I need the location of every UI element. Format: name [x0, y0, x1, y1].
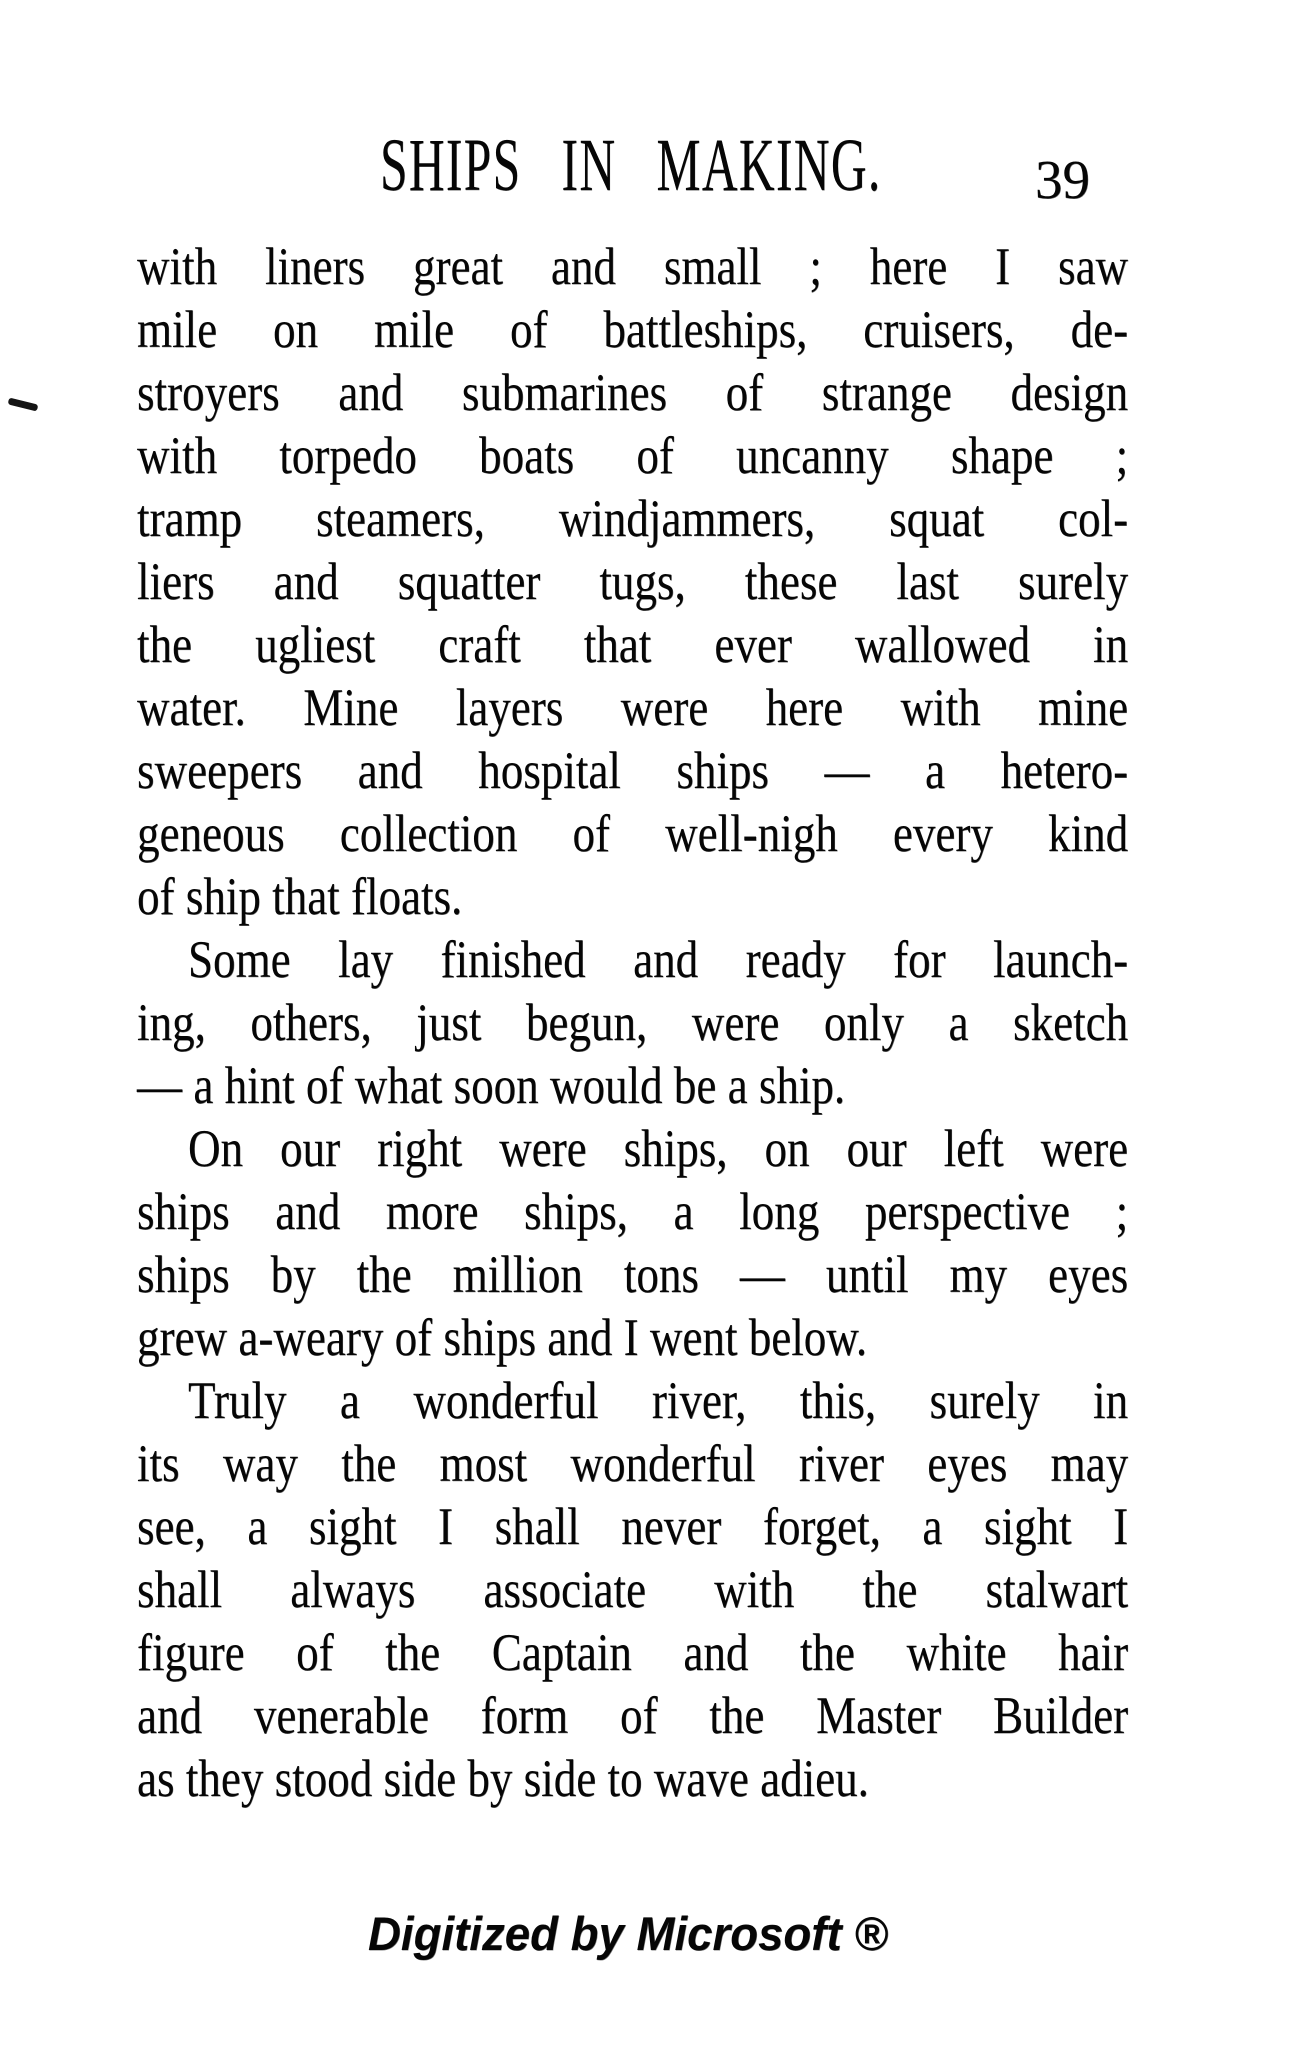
text-line: — a hint of what soon would be a ship.	[137, 1057, 846, 1115]
text-line: ships and more ships, a long perspective ;	[137, 1183, 1129, 1241]
text-line: mile on mile of battleships, cruisers, de-	[137, 301, 1129, 359]
text-line: water. Mine layers were here with mine	[137, 679, 1129, 737]
text-block	[137, 236, 1128, 1811]
text-line: and venerable form of the Master Builder	[137, 1687, 1129, 1745]
text-line: with torpedo boats of uncanny shape ;	[137, 427, 1129, 485]
digitization-credit: Digitized by Microsoft ®	[368, 1907, 888, 1960]
text-line: with liners great and small ; here I saw	[137, 238, 1129, 296]
page-number: 39	[1035, 149, 1090, 210]
text-line: stroyers and submarines of strange design	[137, 364, 1129, 422]
text-line: see, a sight I shall never forget, a sight I	[137, 1498, 1129, 1556]
text-line: liers and squatter tugs, these last surely	[137, 553, 1129, 611]
text-line: tramp steamers, windjammers, squat col-	[137, 490, 1129, 548]
text-line: as they stood side by side to wave adieu.	[137, 1750, 869, 1808]
text-line: ing, others, just begun, were only a sketch	[137, 994, 1129, 1052]
text-line: ships by the million tons — until my eyes	[137, 1246, 1129, 1304]
margin-ink-mark	[8, 397, 39, 411]
text-line: Some lay finished and ready for launch-	[188, 931, 1129, 989]
text-line: its way the most wonderful river eyes may	[137, 1435, 1129, 1493]
text-line: grew a-weary of ships and I went below.	[137, 1309, 868, 1367]
text-line: sweepers and hospital ships — a hetero-	[137, 742, 1129, 800]
text-line: figure of the Captain and the white hair	[137, 1624, 1129, 1682]
text-line: shall always associate with the stalwart	[137, 1561, 1129, 1619]
text-line: Truly a wonderful river, this, surely in	[188, 1372, 1129, 1430]
text-line: the ugliest craft that ever wallowed in	[137, 616, 1129, 674]
running-header-title: SHIPS IN MAKING.	[380, 124, 882, 207]
text-line: On our right were ships, on our left were	[188, 1120, 1129, 1178]
text-line: of ship that floats.	[137, 868, 463, 926]
text-line: geneous collection of well-nigh every kind	[137, 805, 1129, 863]
